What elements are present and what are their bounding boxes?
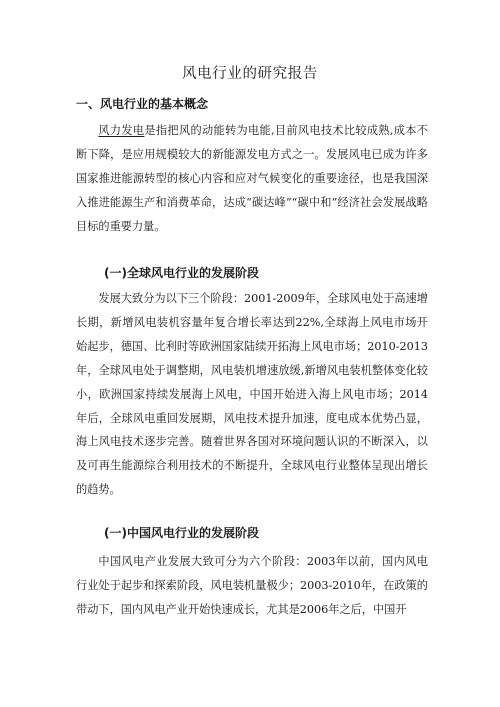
paragraph-basic-concept-text: 是指把风的动能转为电能,目前风电技术比较成熟,成本不断下降，是应用规模较大的新能源发电方式之一。发展风电已成为许多国家推进能源转型的核心内容和应对气候变化的重要途径，也是我国深入推进能源生产和消费革命，达成“碳达峰”“碳中和”经济社会发展战略目标的重要力量。 — [76, 124, 428, 233]
section-heading-global-stages: (一)全球风电行业的发展阶段 — [104, 266, 259, 280]
document-title: 风电行业的研究报告 — [182, 66, 318, 82]
paragraph-basic-concept — [76, 119, 428, 239]
section-heading-china-stages: (一)中国风电行业的发展阶段 — [104, 526, 259, 540]
section-heading-basic-concept: 一、风电行业的基本概念 — [76, 97, 209, 111]
term-wind-power: 风力发电 — [98, 124, 145, 137]
paragraph-china-stages: 中国风电产业发展大致可分为六个阶段：2003年以前，国内风电行业处于起步和探索阶段，风电装机量极少；2003-2010年，在政策的带动下，国内风电产业开始快速成长，尤其是2006年之后，中国开 — [76, 555, 428, 616]
paragraph-global-stages: 发展大致分为以下三个阶段：2001-2009年，全球风电处于高速增长期，新增风电装机容量年复合增长率达到22%,全球海上风电市场开始起步，德国、比利时等欧洲国家陆续开拓海上风电市场；2010-2013年，全球风电处于调整期，风电装机增速放缓,新增风电装机整体变化较小，欧洲国家持续发展海上风电，中国开始进入海上风电市场；2014年后，全球风电重回发展期，风电技术提升加速，度电成本优势凸显，海上风电技术逐步完善。随着世界各国对环境问题认识的不断深入，以及可再生能源综合利用技术的不断提升，全球风电行业整体呈现出增长的趋势。 — [76, 292, 428, 497]
